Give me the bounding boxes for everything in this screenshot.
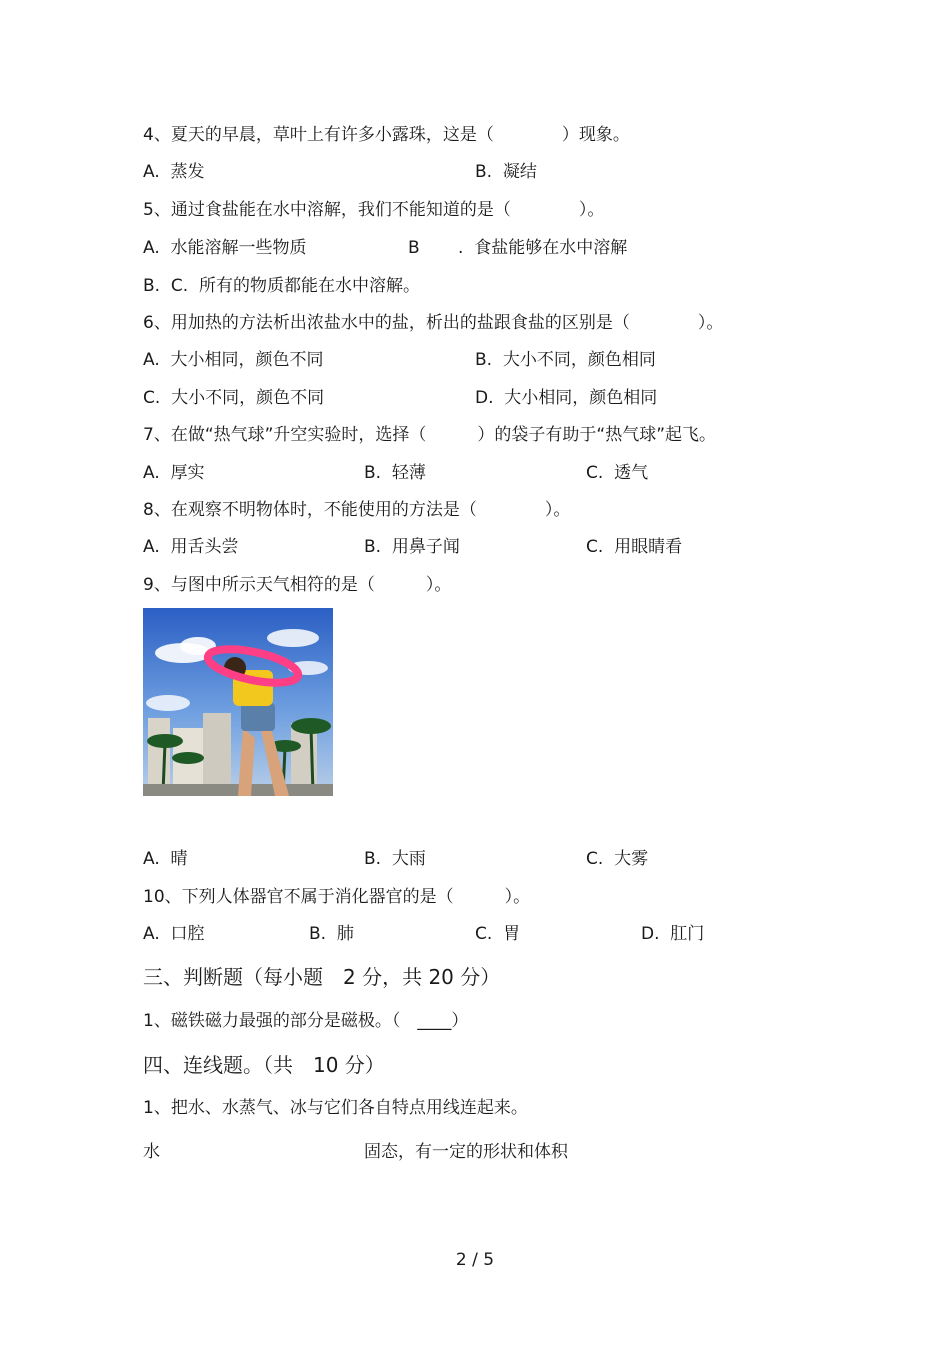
question-7-option-c: C. 透气: [586, 463, 649, 483]
section-3-question-1: 1、磁铁磁力最强的部分是磁极。（ ____）: [143, 1011, 469, 1031]
page-number: 2 / 5: [455, 1250, 495, 1270]
question-9-option-c: C. 大雾: [586, 849, 649, 869]
question-6-stem: 6、用加热的方法析出浓盐水中的盐，析出的盐跟食盐的区别是（ ）。: [143, 313, 724, 333]
question-4-option-b: B. 凝结: [475, 162, 537, 182]
question-5-option-a: A. 水能溶解一些物质: [143, 238, 307, 258]
question-10-option-d: D. 肛门: [641, 924, 705, 944]
question-5-option-c: B. C. 所有的物质都能在水中溶解。: [143, 276, 420, 296]
weather-photo: [143, 608, 333, 796]
question-5-stem: 5、通过食盐能在水中溶解，我们不能知道的是（ ）。: [143, 200, 605, 220]
question-5-option-b-letter: B: [408, 238, 420, 258]
section-3-heading: 三、判断题（每小题 2 分，共 20 分）: [143, 965, 501, 989]
matching-right-item: 固态，有一定的形状和体积: [364, 1142, 568, 1162]
question-9-option-a: A. 晴: [143, 849, 188, 869]
question-8-option-c: C. 用眼睛看: [586, 537, 683, 557]
matching-left-item: 水: [143, 1142, 160, 1162]
question-7-option-a: A. 厚实: [143, 463, 205, 483]
question-7-stem: 7、在做“热气球”升空实验时，选择（ ）的袋子有助于“热气球”起飞。: [143, 425, 717, 445]
question-8-option-b: B. 用鼻子闻: [364, 537, 460, 557]
question-4-stem: 4、夏天的早晨，草叶上有许多小露珠，这是（ ）现象。: [143, 125, 630, 145]
section-4-question-1: 1、把水、水蒸气、冰与它们各自特点用线连起来。: [143, 1098, 528, 1118]
question-6-option-b: B. 大小不同，颜色相同: [475, 350, 656, 370]
question-10-stem: 10、下列人体器官不属于消化器官的是（ ）。: [143, 887, 531, 907]
question-8-stem: 8、在观察不明物体时，不能使用的方法是（ ）。: [143, 500, 571, 520]
question-9-option-b: B. 大雨: [364, 849, 426, 869]
question-6-option-c: C. 大小不同，颜色不同: [143, 388, 325, 408]
question-9-stem: 9、与图中所示天气相符的是（ ）。: [143, 575, 452, 595]
question-10-option-c: C. 胃: [475, 924, 521, 944]
section-4-heading: 四、连线题。（共 10 分）: [143, 1053, 385, 1077]
question-7-option-b: B. 轻薄: [364, 463, 426, 483]
question-6-option-d: D. 大小相同，颜色相同: [475, 388, 658, 408]
question-8-option-a: A. 用舌头尝: [143, 537, 239, 557]
question-5-option-b-text: . 食盐能够在水中溶解: [458, 238, 628, 258]
question-10-option-a: A. 口腔: [143, 924, 205, 944]
question-6-option-a: A. 大小相同，颜色不同: [143, 350, 324, 370]
question-4-option-a: A. 蒸发: [143, 162, 205, 182]
question-10-option-b: B. 肺: [309, 924, 354, 944]
